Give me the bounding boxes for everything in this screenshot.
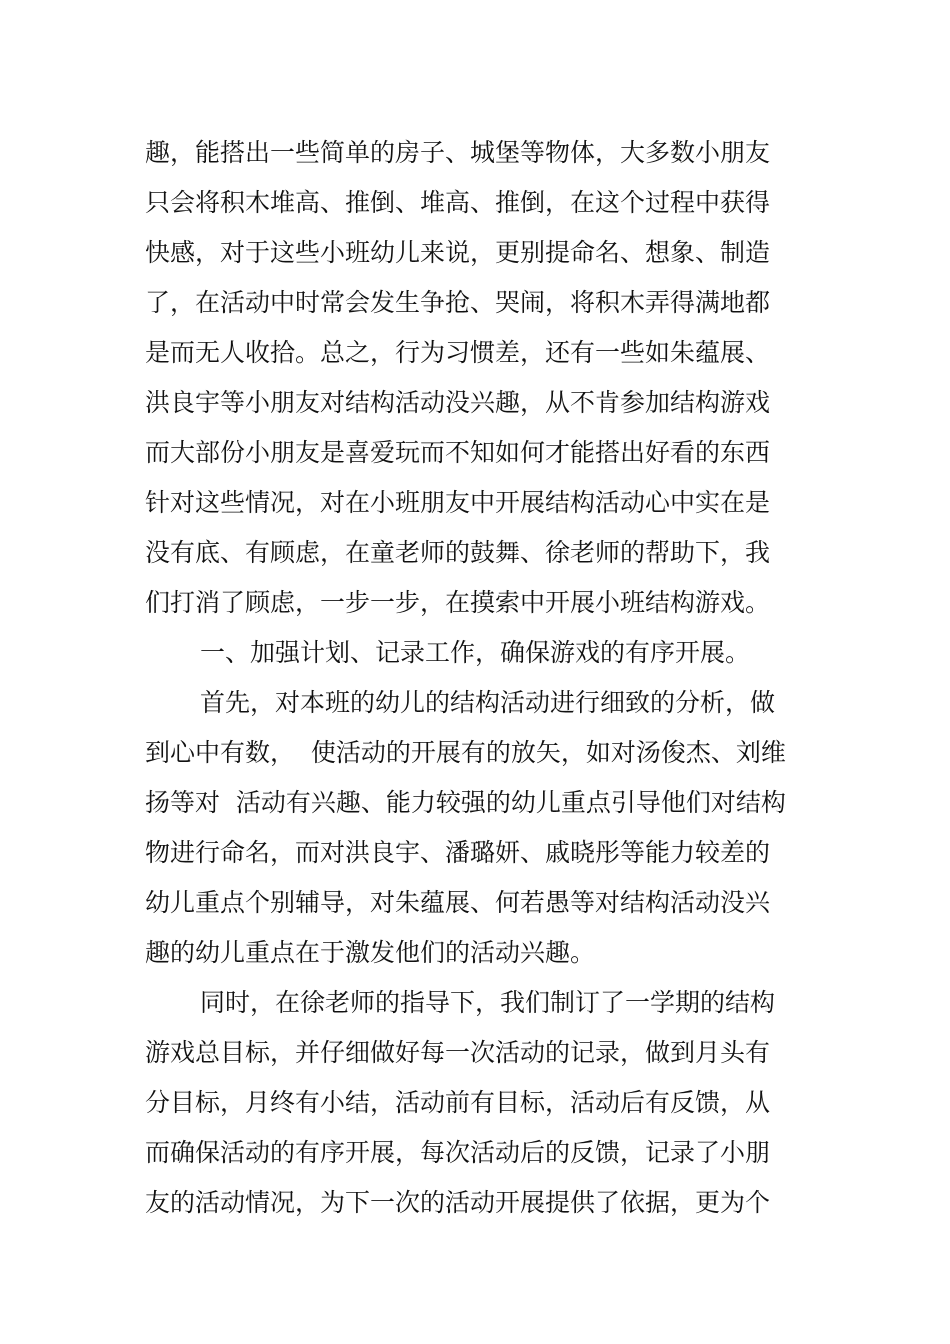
- text-line: 趣的幼儿重点在于激发他们的活动兴趣。: [145, 938, 596, 967]
- text-line: 洪良宇等小朋友对结构活动没兴趣，从不肯参加结构游戏: [145, 388, 771, 417]
- text-line: 分目标，月终有小结，活动前有目标，活动后有反馈，从: [145, 1088, 771, 1117]
- text-line: 幼儿重点个别辅导，对朱蕴展、何若愚等对结构活动没兴: [145, 888, 771, 917]
- text-line: 同时，在徐老师的指导下，我们制订了一学期的结构: [200, 988, 776, 1017]
- text-line: 物进行命名，而对洪良宇、潘璐妍、戚晓彤等能力较差的: [145, 838, 771, 867]
- text-line: 首先，对本班的幼儿的结构活动进行细致的分析，做: [200, 688, 776, 717]
- text-line: 而大部份小朋友是喜爱玩而不知如何才能搭出好看的东西: [145, 438, 771, 467]
- text-line: 扬等对 活动有兴趣、能力较强的幼儿重点引导他们对结构: [145, 788, 786, 817]
- text-line: 趣，能搭出一些简单的房子、城堡等物体，大多数小朋友: [145, 138, 771, 167]
- text-line: 到心中有数， 使活动的开展有的放矢，如对汤俊杰、刘维: [145, 738, 786, 767]
- section-heading: 一、加强计划、记录工作，确保游戏的有序开展。: [200, 638, 751, 667]
- text-line: 快感，对于这些小班幼儿来说，更别提命名、想象、制造: [145, 238, 771, 267]
- text-line: 只会将积木堆高、推倒、堆高、推倒，在这个过程中获得: [145, 188, 771, 217]
- text-line: 针对这些情况，对在小班朋友中开展结构活动心中实在是: [145, 488, 771, 517]
- text-line: 是而无人收拾。总之，行为习惯差，还有一些如朱蕴展、: [145, 338, 771, 367]
- text-line: 游戏总目标，并仔细做好每一次活动的记录，做到月头有: [145, 1038, 771, 1067]
- document-body: [145, 128, 815, 1228]
- text-line: 们打消了顾虑，一步一步，在摸索中开展小班结构游戏。: [145, 588, 771, 617]
- text-line: 了，在活动中时常会发生争抢、哭闹，将积木弄得满地都: [145, 288, 771, 317]
- text-line: 没有底、有顾虑，在童老师的鼓舞、徐老师的帮助下，我: [145, 538, 771, 567]
- text-line: 而确保活动的有序开展，每次活动后的反馈，记录了小朋: [145, 1138, 771, 1167]
- text-line: 友的活动情况，为下一次的活动开展提供了依据，更为个: [145, 1188, 771, 1217]
